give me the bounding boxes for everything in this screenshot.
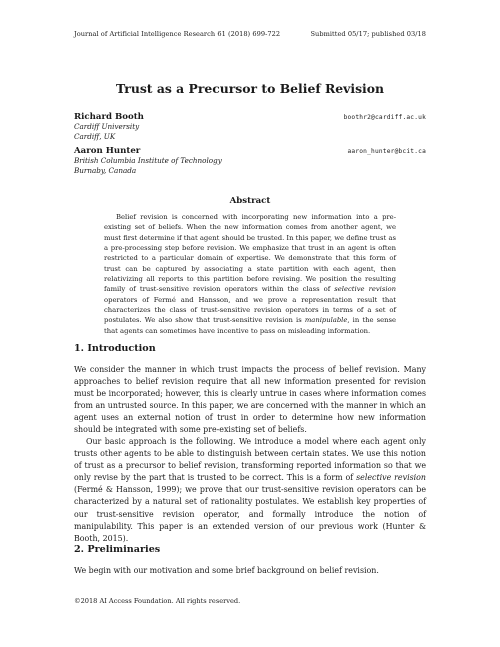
abstract-emphasis: selective revision	[334, 285, 396, 294]
running-head	[74, 30, 426, 38]
abstract-text-part: , in the sense that agents can sometimes have incentive to pass on misleading information.	[104, 316, 396, 335]
paragraph-text-part: Our basic approach is the following. We introduce a model where each agent only trusts other agents to be able to distinguish between certain states. We use this notion of trust as a precursor to belief revision, transforming reported information so that we only revise by the part that is trusted to be correct. This is a form of	[74, 437, 426, 483]
author-email: boothr2@cardiff.ac.uk	[343, 114, 426, 121]
author-affiliation: British Columbia Institute of Technology	[74, 156, 222, 165]
submission-dates: Submitted 05/17; published 03/18	[310, 30, 426, 38]
author-affiliation: Cardiff University	[74, 122, 140, 131]
paragraph-emphasis: selective revision	[356, 473, 426, 483]
paper-title: Trust as a Precursor to Belief Revision	[115, 81, 385, 96]
author-email: aaron_hunter@bcit.ca	[347, 148, 426, 155]
section-heading-preliminaries: 2. Preliminaries	[74, 544, 161, 555]
abstract-text-part: operators of Fermé and Hansson, and we prove a representation result that characterizes the class of trust-sensitive revision operators in terms of a set of postulates. We also show that trust-sensitive revision is	[104, 295, 396, 325]
author-name: Richard Booth	[74, 112, 144, 122]
copyright-notice: ©2018 AI Access Foundation. All rights reserved.	[74, 597, 241, 605]
body-paragraph: We consider the manner in which trust impacts the process of belief revision. Many approaches to belief revision require that all new information presented for revision must be incorporated; however, this is clearly untrue in cases where information comes from an untrusted source. In this paper, we are concerned with the manner in which an agent uses an external notion of trust in order to determine how new information should be integrated with some pre-existing set of beliefs.	[74, 365, 426, 435]
abstract-text	[104, 212, 396, 336]
paragraph-text-part: (Fermé & Hansson, 1999); we prove that our trust-sensitive revision operators can be characterized by a natural set of rationality postulates. We establish key properties of our trust-sensitive revision operator, and formally introduce the notion of manipulability. This paper is an extended version of our previous work (Hunter & Booth, 2015).	[74, 485, 426, 543]
author-block	[74, 112, 426, 142]
author-location: Burnaby, Canada	[74, 166, 137, 175]
journal-citation: Journal of Artificial Intelligence Research 61 (2018) 699-722	[74, 30, 281, 38]
author-block	[74, 146, 426, 176]
author-location: Cardiff, UK	[74, 132, 116, 141]
abstract-emphasis: manipulable	[304, 316, 348, 325]
body-paragraph: We begin with our motivation and some brief background on belief revision.	[74, 566, 379, 575]
body-paragraph	[74, 436, 426, 545]
author-name: Aaron Hunter	[74, 146, 141, 156]
abstract-text-part: Belief revision is concerned with incorporating new information into a pre-existing set of beliefs. When the new information comes from another agent, we must first determine if that agent should be trusted. In this paper, we define trust as a pre-processing step before revision. We emphasize that trust in an agent is often restricted to a particular domain of expertise. We demonstrate that this form of trust can be captured by associating a state partition with each agent, then relativizing all reports to this partition before revising. We position the resulting family of trust-sensitive revision operators within the class of	[104, 213, 396, 294]
section-heading-introduction: 1. Introduction	[74, 343, 156, 354]
abstract-heading: Abstract	[229, 196, 271, 206]
